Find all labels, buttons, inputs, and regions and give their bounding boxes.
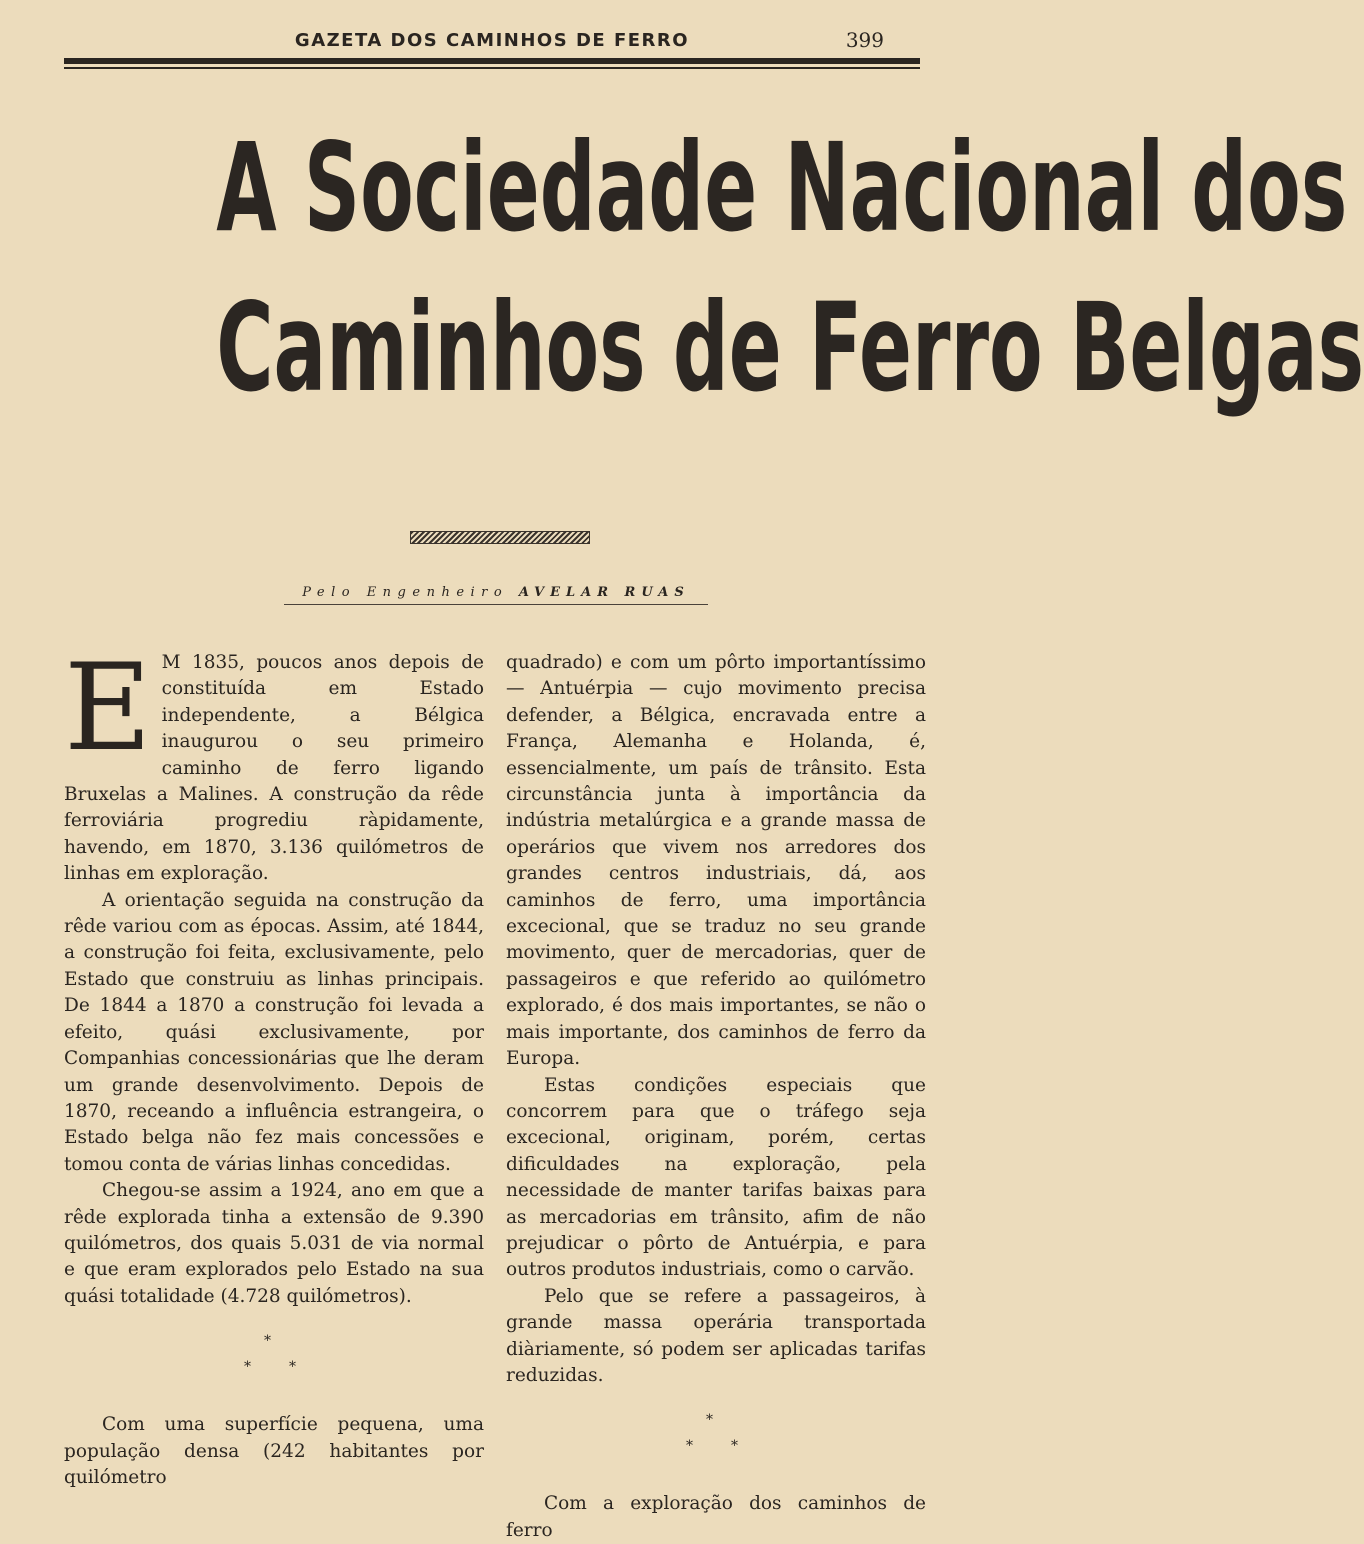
right-column — [506, 650, 926, 1544]
running-head — [64, 28, 920, 56]
article-title — [216, 108, 1364, 428]
section-asterism — [506, 1403, 926, 1463]
article-title-line-1: A Sociedade Nacional dos — [216, 117, 1348, 259]
header-rule-thick — [64, 58, 920, 64]
asterism-star: * — [264, 1333, 271, 1350]
left-column — [64, 639, 484, 1491]
paragraph: Com a exploração dos caminhos de ferro — [506, 1493, 926, 1541]
byline-rule — [284, 604, 708, 605]
byline-prefix: Pelo Engenheiro — [302, 585, 509, 600]
asterism-star: * — [706, 1412, 713, 1429]
drop-cap: E — [64, 639, 152, 778]
paragraph: Com uma superfície pequena, uma população densa (242 habitantes por quilómetro — [64, 1414, 484, 1488]
paragraph: Pelo que se refere a passageiros, à grande massa operária transportada diàriamente, só podem ser aplicadas tarifas reduzidas. — [506, 1285, 926, 1386]
title-ornament — [410, 531, 590, 544]
byline-author: AVELAR RUAS — [518, 585, 690, 600]
section-asterism — [64, 1324, 484, 1384]
header-rule — [64, 58, 920, 70]
asterism-star: * — [289, 1359, 296, 1376]
journal-name: GAZETA DOS CAMINHOS DE FERRO — [294, 30, 690, 51]
paragraph: A orientação seguida na construção da rêde variou com as épocas. Assim, até 1844, a construção foi feita, exclusivamente, pelo Estado que construiu as linhas principais. De 1844 a 1870 a construção foi levada a efeito, quási exclusivamente, por Companhias concessionárias que lhe deram um grande desenvolvimento. Depois de 1870, receando a influência estrangeira, o Estado belga não fez mais concessões e tomou conta de várias linhas concedidas. — [64, 889, 484, 1175]
asterism-star: * — [244, 1359, 251, 1376]
article-title-line-2: Caminhos de Ferro Belgas — [216, 277, 1364, 419]
paragraph: Estas condições especiais que concorrem para que o tráfego seja excecional, originam, porém, certas dificuldades na exploração, pela necessidade de manter tarifas baixas para as mercadorias em trânsito, afim de não prejudicar o pôrto de Antuérpia, e para outros produtos industriais, como o carvão. — [506, 1074, 926, 1281]
paragraph: quadrado) e com um pôrto importantíssimo — Antuérpia — cujo movimento precisa defender, a Bélgica, encravada entre a França, Alemanha e Holanda, é, essencialmente, um país de trânsito. Esta circunstância junta à importância da indústria metalúrgica e a grande massa de operários que vivem nos arredores dos grandes centros industriais, dá, aos caminhos de ferro, uma importância excecional, que se traduz no seu grande movimento, quer de mercadorias, quer de passageiros e que referido ao quilómetro explorado, é dos mais importantes, se não o mais importante, dos caminhos de ferro da Europa. — [506, 652, 926, 1070]
page-number: 399 — [845, 28, 884, 52]
header-rule-thin — [64, 67, 920, 69]
paragraph: Chegou-se assim a 1924, ano em que a rêde explorada tinha a extensão de 9.390 quilómetros, dos quais 5.031 de via normal e que eram explorados pelo Estado na sua quási totalidade (4.728 quilómetros). — [64, 1180, 484, 1307]
byline — [284, 585, 708, 600]
asterism-star: * — [686, 1438, 693, 1455]
asterism-star: * — [731, 1438, 738, 1455]
paragraph: M 1835, poucos anos depois de constituída em Estado independente, a Bélgica inaugurou o seu primeiro caminho de ferro ligando Bruxelas a Malines. A construção da rêde ferroviária progrediu ràpidamente, havendo, em 1870, 3.136 quilómetros de linhas em exploração. — [64, 652, 484, 885]
